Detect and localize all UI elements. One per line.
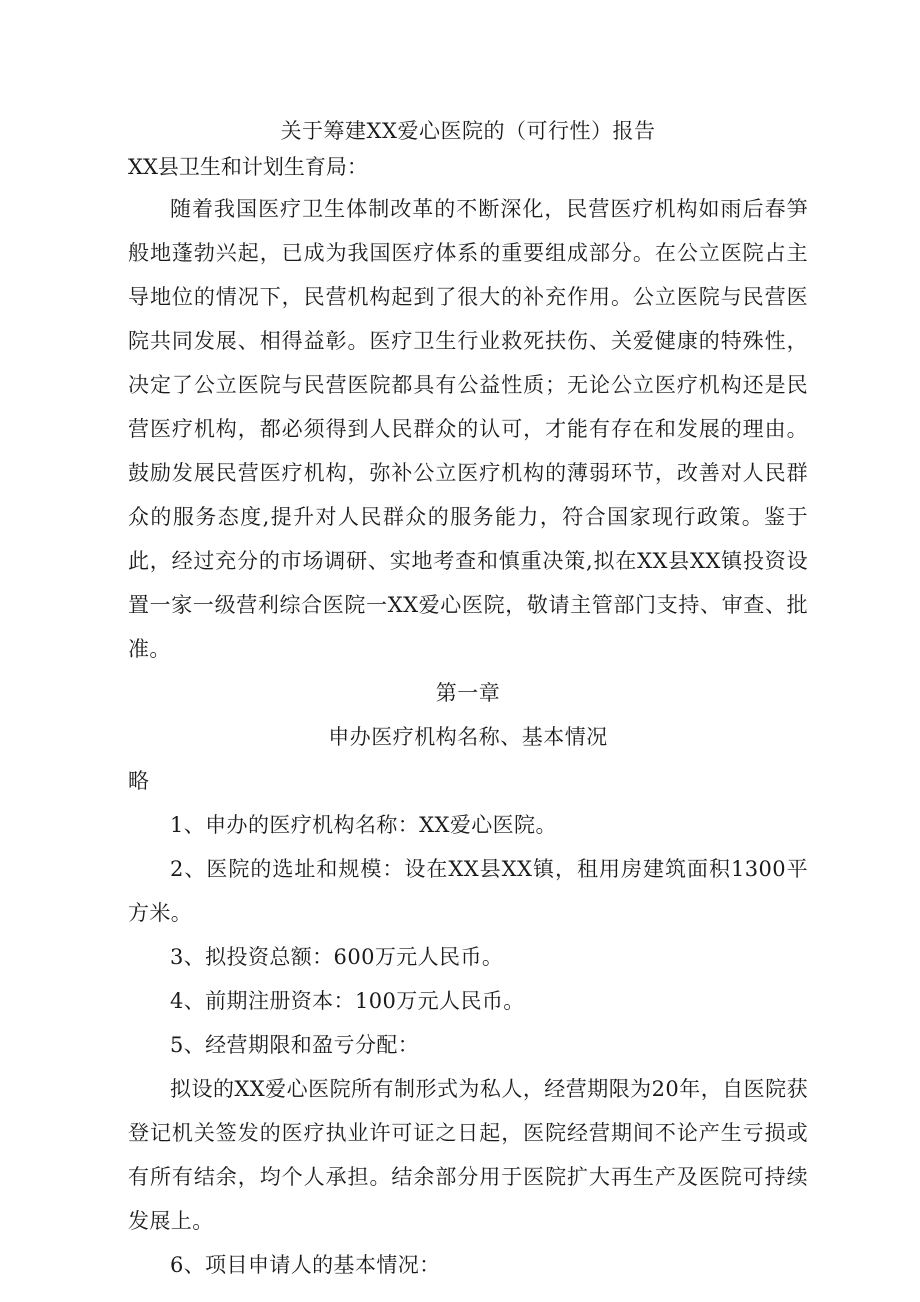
item-term-heading: 5、经营期限和盈亏分配： [170,1033,420,1057]
salutation: XX县卫生和计划生育局： [128,155,368,179]
item-location: 2、医院的选址和规模：设在XX县XX镇，租用房建筑面积1300平方米。 [128,857,808,925]
chapter-title: 申办医疗机构名称、基本情况 [328,725,608,749]
document-page [128,113,808,1287]
chapter-label: 第一章 [435,681,501,705]
item-name: 1、申办的医疗机构名称：XX爱心医院。 [170,813,557,837]
omitted-note: 略 [128,769,150,793]
intro-paragraph: 随着我国医疗卫生体制改革的不断深化，民营医疗机构如雨后春笋般地蓬勃兴起，已成为我国医疗体系的重要组成部分。在公立医院占主导地位的情况下，民营机构起到了很大的补充作用。公立医院与民营医院共同发展、相得益彰。医疗卫生行业救死扶伤、关爱健康的特殊性，决定了公立医院与民营医院都具有公益性质；无论公立医疗机构还是民营医疗机构，都必须得到人民群众的认可，才能有存在和发展的理由。鼓励发展民营医疗机构，弥补公立医疗机构的薄弱环节，改善对人民群众的服务态度,提升对人民群众的服务能力，符合国家现行政策。鉴于此，经过充分的市场调研、实地考查和慎重决策,拟在XX县XX镇投资设置一家一级营利综合医院一XX爱心医院，敬请主管部门支持、审查、批准。 [128,197,808,661]
item-term-paragraph: 拟设的XX爱心医院所有制形式为私人，经营期限为20年，自医院获登记机关签发的医疗执业许可证之日起，医院经营期间不论产生亏损或有所有结余，均个人承担。结余部分用于医院扩大再生产及医院可持续发展上。 [128,1077,808,1233]
document-title: 关于筹建XX爱心医院的（可行性）报告 [280,119,656,143]
item-applicant: 6、项目申请人的基本情况： [170,1253,441,1277]
item-capital: 4、前期注册资本：100万元人民币。 [170,989,525,1013]
item-investment: 3、拟投资总额：600万元人民币。 [170,945,504,969]
